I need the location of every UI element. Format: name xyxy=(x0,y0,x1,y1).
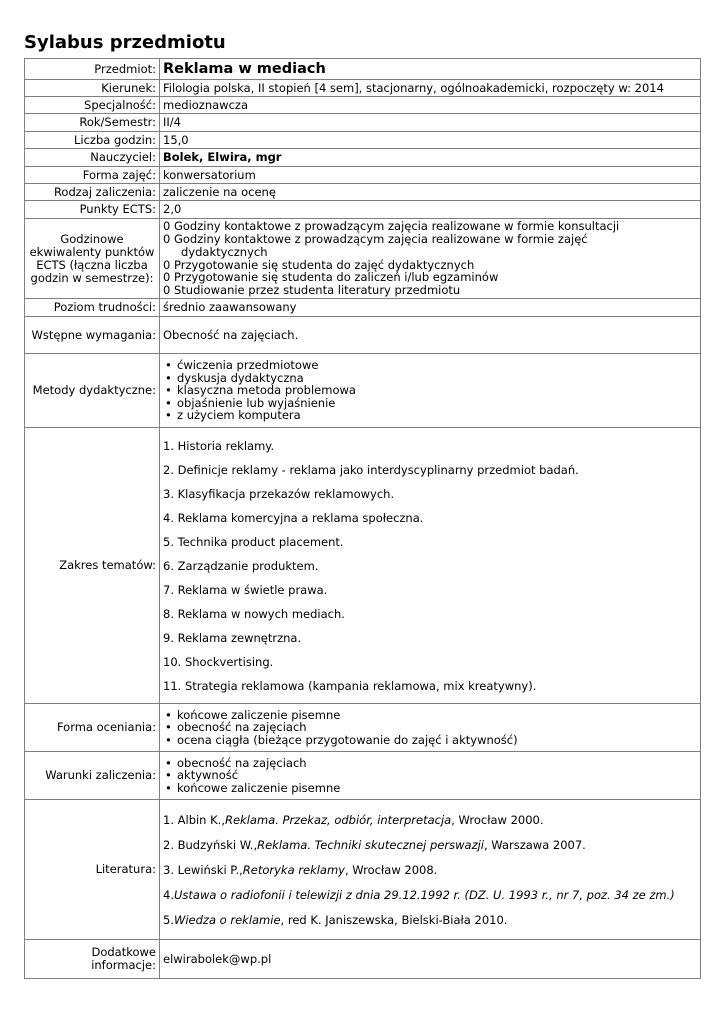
value-warunki-zaliczenia xyxy=(160,752,701,800)
ects-row: 0 Studiowanie przez studenta literatury przedmiotu xyxy=(163,283,461,298)
value-zakres-tematow xyxy=(160,428,701,704)
label-liczba-godzin: Liczba godzin: xyxy=(25,132,160,149)
list-item: • klasyczna metoda problemowa xyxy=(163,384,697,397)
list-item: • dyskusja dydaktyczna xyxy=(163,372,697,385)
label-specjalnosc: Specjalność: xyxy=(25,97,160,114)
label-warunki-zaliczenia: Warunki zaliczenia: xyxy=(25,752,160,800)
row-nauczyciel xyxy=(25,149,701,167)
row-rok-semestr xyxy=(25,114,701,132)
label-punkty-ects: Punkty ECTS: xyxy=(25,201,160,219)
page-title: Sylabus przedmiotu xyxy=(24,32,226,53)
list-item: • z użyciem komputera xyxy=(163,409,697,422)
label-forma-oceniania: Forma oceniania: xyxy=(25,704,160,752)
row-forma-zajec xyxy=(25,167,701,184)
value-poziom-trudnosci: średnio zaawansowany xyxy=(160,299,701,317)
label-literatura: Literatura: xyxy=(25,800,160,940)
list-item: • ocena ciągła (bieżące przygotowanie do zajęć i aktywność) xyxy=(163,734,697,747)
value-rodzaj-zaliczenia: zaliczenie na ocenę xyxy=(160,184,701,201)
value-forma-oceniania xyxy=(160,704,701,752)
topic-item: 7. Reklama w świetle prawa. xyxy=(163,582,328,597)
label-rodzaj-zaliczenia: Rodzaj zaliczenia: xyxy=(25,184,160,201)
value-specjalnosc: medioznawcza xyxy=(160,97,701,114)
list-item: • końcowe zaliczenie pisemne xyxy=(163,709,697,722)
label-dodatkowe-informacje: Dodatkowe informacje: xyxy=(25,940,160,979)
ects-row: 0 Przygotowanie się studenta do zaliczeń i/lub egzaminów xyxy=(163,270,499,285)
literature-item: 4.Ustawa o radiofonii i telewizji z dnia 29.12.1992 r. (DZ. U. 1993 r., nr 7, poz. 34 ze zm.) xyxy=(163,887,675,902)
label-forma-zajec: Forma zajęć: xyxy=(25,167,160,184)
row-zakres-tematow xyxy=(25,428,701,704)
row-rodzaj-zaliczenia xyxy=(25,184,701,201)
value-literatura xyxy=(160,800,701,940)
topic-item: 10. Shockvertising. xyxy=(163,654,274,669)
literature-item: 2. Budzyński W.,Reklama. Techniki skutecznej perswazji, Warszawa 2007. xyxy=(163,837,586,852)
topic-item: 11. Strategia reklamowa (kampania reklamowa, mix kreatywny). xyxy=(163,678,537,693)
list-item: • końcowe zaliczenie pisemne xyxy=(163,782,697,795)
ects-row: 0 Przygotowanie się studenta do zajęć dydaktycznych xyxy=(163,257,475,272)
syllabus-table xyxy=(24,58,701,979)
label-nauczyciel: Nauczyciel: xyxy=(25,149,160,167)
topic-item: 8. Reklama w nowych mediach. xyxy=(163,606,345,621)
row-metody-dydaktyczne xyxy=(25,354,701,428)
ects-row: 0 Godziny kontaktowe z prowadzącym zajęcia realizowane w formie zajęć xyxy=(163,231,588,246)
topic-item: 9. Reklama zewnętrzna. xyxy=(163,630,302,645)
list-item: • obecność na zajęciach xyxy=(163,721,697,734)
row-przedmiot xyxy=(25,59,701,80)
literature-item: 1. Albin K.,Reklama. Przekaz, odbiór, interpretacja, Wrocław 2000. xyxy=(163,812,544,827)
value-rok-semestr: II/4 xyxy=(160,114,701,132)
topic-item: 1. Historia reklamy. xyxy=(163,438,275,453)
value-dodatkowe-informacje: elwirabolek@wp.pl xyxy=(160,940,701,979)
topic-item: 4. Reklama komercyjna a reklama społeczna. xyxy=(163,510,424,525)
row-wstepne-wymagania xyxy=(25,317,701,354)
row-liczba-godzin xyxy=(25,132,701,149)
value-punkty-ects: 2,0 xyxy=(160,201,701,219)
row-poziom-trudnosci xyxy=(25,299,701,317)
topic-item: 6. Zarządzanie produktem. xyxy=(163,558,319,573)
row-forma-oceniania xyxy=(25,704,701,752)
row-warunki-zaliczenia xyxy=(25,752,701,800)
label-kierunek: Kierunek: xyxy=(25,80,160,97)
row-dodatkowe-informacje xyxy=(25,940,701,979)
topic-item: 3. Klasyfikacja przekazów reklamowych. xyxy=(163,486,395,501)
value-metody-dydaktyczne xyxy=(160,354,701,428)
topic-item: 5. Technika product placement. xyxy=(163,534,344,549)
label-metody-dydaktyczne: Metody dydaktyczne: xyxy=(25,354,160,428)
value-nauczyciel: Bolek, Elwira, mgr xyxy=(160,149,701,167)
row-literatura xyxy=(25,800,701,940)
label-poziom-trudnosci: Poziom trudności: xyxy=(25,299,160,317)
label-zakres-tematow: Zakres tematów: xyxy=(25,428,160,704)
value-wstepne-wymagania: Obecność na zajęciach. xyxy=(160,317,701,354)
value-godzinowe xyxy=(160,219,701,299)
list-item: • aktywność xyxy=(163,769,697,782)
label-godzinowe: Godzinowe ekwiwalenty punktów ECTS (łączna liczba godzin w semestrze): xyxy=(25,219,160,299)
topic-item: 2. Definicje reklamy - reklama jako interdyscyplinarny przedmiot badań. xyxy=(163,462,579,477)
label-rok-semestr: Rok/Semestr: xyxy=(25,114,160,132)
row-kierunek xyxy=(25,80,701,97)
list-item: • objaśnienie lub wyjaśnienie xyxy=(163,397,697,410)
value-przedmiot: Reklama w mediach xyxy=(160,59,701,80)
literature-item: 5.Wiedza o reklamie, red K. Janiszewska, Bielski-Biała 2010. xyxy=(163,912,508,927)
row-punkty-ects xyxy=(25,201,701,219)
label-wstepne-wymagania: Wstępne wymagania: xyxy=(25,317,160,354)
list-item: • obecność na zajęciach xyxy=(163,757,697,770)
literature-item: 3. Lewiński P.,Retoryka reklamy, Wrocław 2008. xyxy=(163,862,438,877)
value-liczba-godzin: 15,0 xyxy=(160,132,701,149)
value-forma-zajec: konwersatorium xyxy=(160,167,701,184)
value-kierunek: Filologia polska, II stopień [4 sem], stacjonarny, ogólnoakademicki, rozpoczęty w: 2014 xyxy=(160,80,701,97)
label-przedmiot: Przedmiot: xyxy=(25,59,160,80)
list-item: • ćwiczenia przedmiotowe xyxy=(163,359,697,372)
ects-row-cont: dydaktycznych xyxy=(181,244,268,259)
row-specjalnosc xyxy=(25,97,701,114)
ects-row: 0 Godziny kontaktowe z prowadzącym zajęcia realizowane w formie konsultacji xyxy=(163,219,620,234)
row-godzinowe xyxy=(25,219,701,299)
